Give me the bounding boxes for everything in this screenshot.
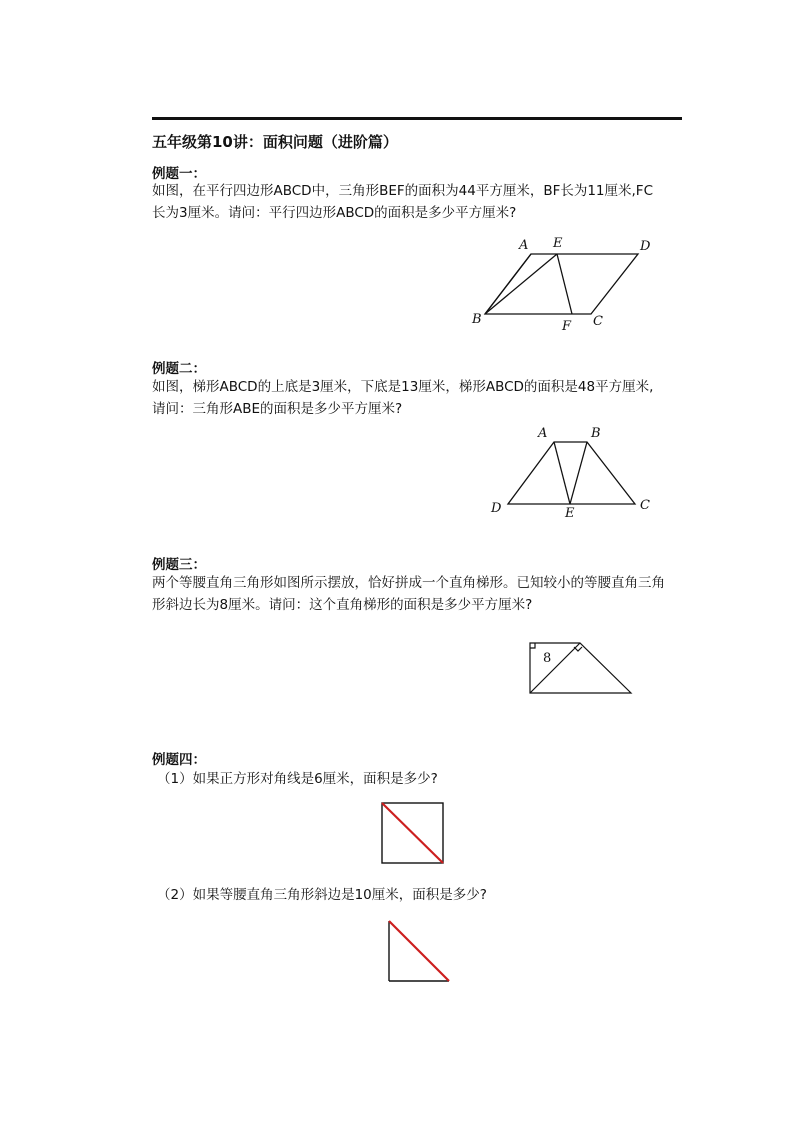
segment-ef bbox=[557, 254, 572, 314]
example-3-line-1: 两个等腰直角三角形如图所示摆放，恰好拼成一个直角梯形。已知较小的等腰直角三角 bbox=[152, 575, 665, 591]
label-f: F bbox=[562, 319, 572, 334]
square-diagonal bbox=[382, 803, 443, 863]
label-c: C bbox=[593, 314, 603, 329]
right-angle-mark-top-right bbox=[574, 647, 582, 651]
triangle-figure bbox=[389, 921, 449, 981]
example-2-heading: 例题二： bbox=[152, 361, 206, 377]
label-e: E bbox=[553, 236, 563, 251]
example-1-line-1: 如图，在平行四边形ABCD中，三角形BEF的面积为44平方厘米，BF长为11厘米,FC bbox=[152, 183, 654, 199]
trapezoid-abcd bbox=[508, 442, 635, 504]
label-e: E bbox=[565, 506, 575, 521]
trapezoid-figure bbox=[508, 442, 635, 504]
square-figure bbox=[382, 803, 443, 863]
label-a: A bbox=[538, 426, 548, 441]
label-a: A bbox=[519, 238, 529, 253]
hypotenuse-length-label: 8 bbox=[543, 651, 552, 666]
right-angle-mark-top-left bbox=[530, 643, 535, 648]
example-4-part-2: （2）如果等腰直角三角形斜边是10厘米，面积是多少? bbox=[157, 887, 487, 903]
example-4-part-1: （1）如果正方形对角线是6厘米，面积是多少? bbox=[157, 771, 438, 787]
example-1-heading: 例题一： bbox=[152, 166, 206, 182]
example-3-line-2: 形斜边长为8厘米。请问：这个直角梯形的面积是多少平方厘米? bbox=[152, 597, 533, 613]
segment-be bbox=[485, 254, 557, 314]
label-b: B bbox=[472, 312, 482, 327]
segment-ae bbox=[554, 442, 570, 504]
label-c: C bbox=[640, 498, 650, 513]
example-2-line-1: 如图，梯形ABCD的上底是3厘米，下底是13厘米，梯形ABCD的面积是48平方厘米, bbox=[152, 379, 654, 395]
label-d: D bbox=[491, 501, 502, 516]
shared-hypotenuse bbox=[530, 643, 580, 693]
example-2-line-2: 请问：三角形ABE的面积是多少平方厘米? bbox=[152, 401, 403, 417]
label-d: D bbox=[640, 239, 651, 254]
parallelogram-figure bbox=[485, 254, 638, 314]
page-title: 五年级第10讲：面积问题（进阶篇） bbox=[152, 133, 398, 151]
example-3-heading: 例题三： bbox=[152, 557, 206, 573]
segment-ba bbox=[485, 254, 531, 314]
segment-be bbox=[570, 442, 587, 504]
triangle-hypotenuse bbox=[389, 921, 449, 981]
example-1-line-2: 长为3厘米。请问：平行四边形ABCD的面积是多少平方厘米? bbox=[152, 205, 517, 221]
example-4-heading: 例题四： bbox=[152, 752, 206, 768]
label-b: B bbox=[591, 426, 601, 441]
